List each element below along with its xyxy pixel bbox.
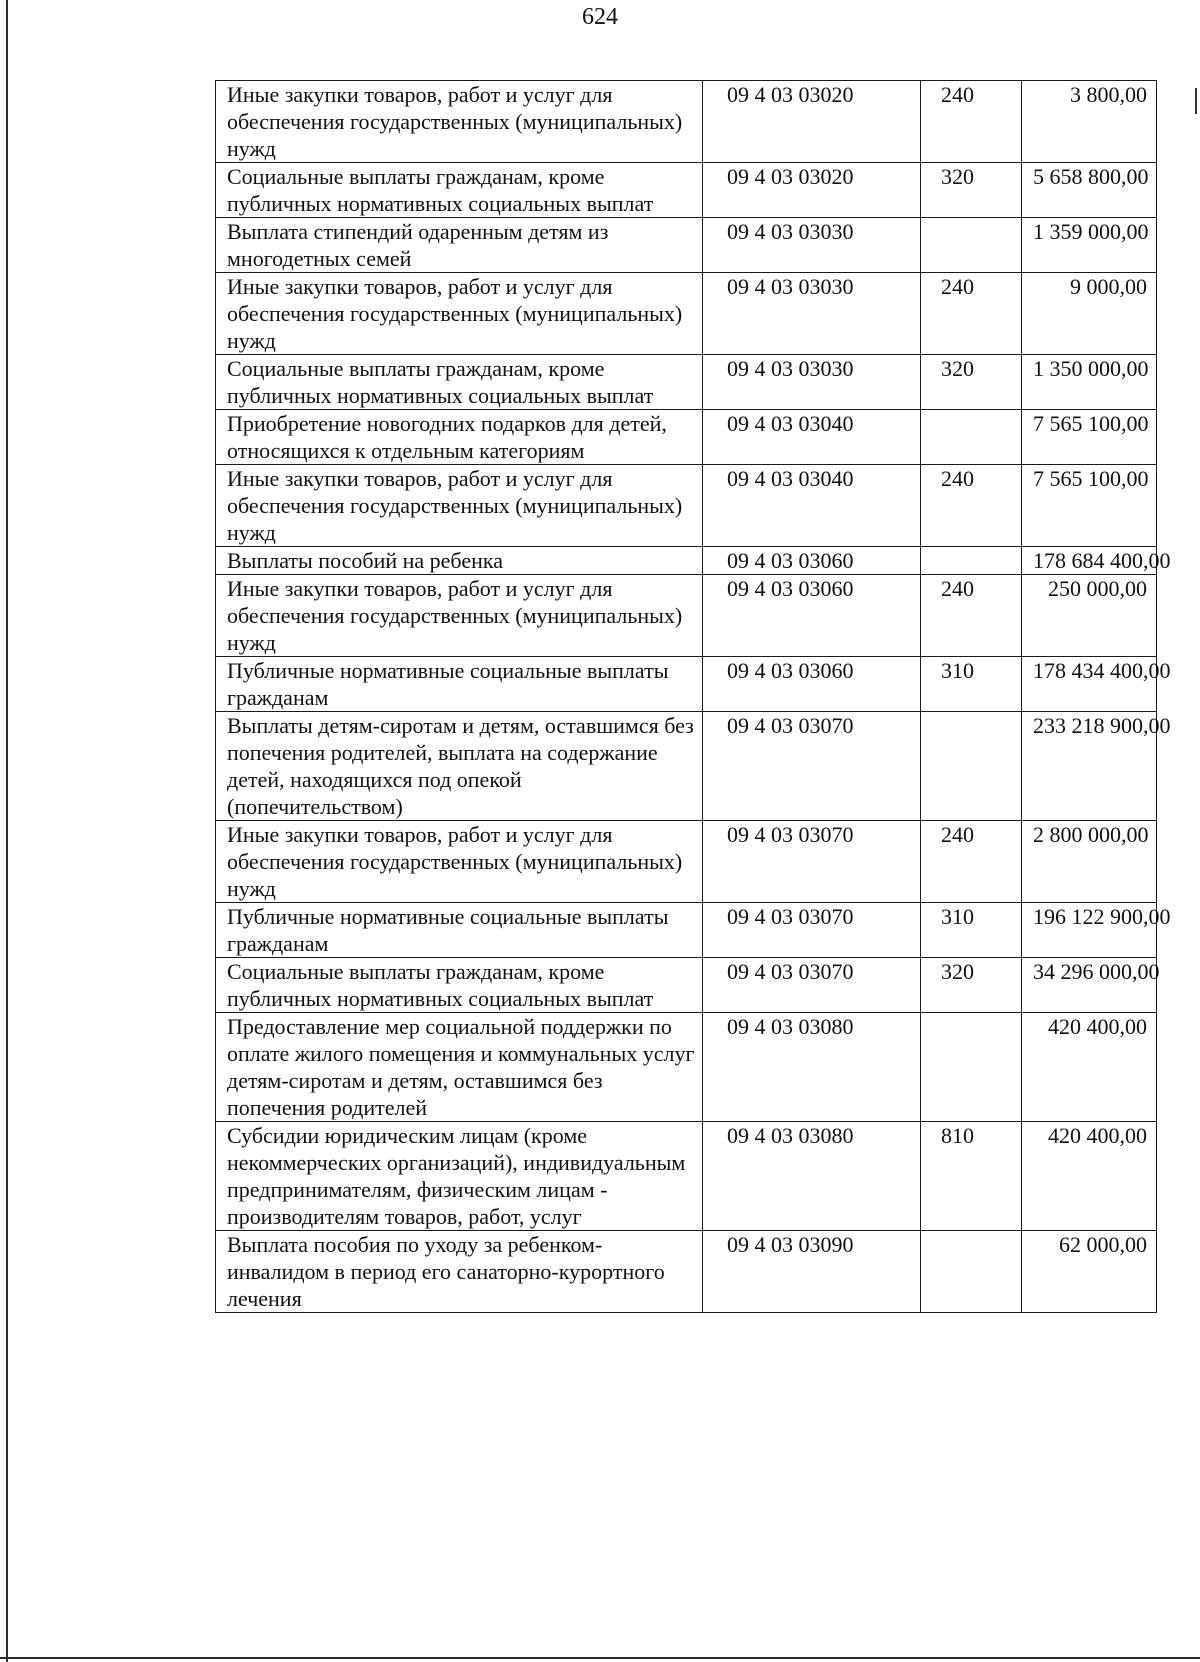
cell-name: Иные закупки товаров, работ и услуг для обеспечения государственных (муниципальных) нужд <box>216 81 703 163</box>
cell-sum: 2 800 000,00 <box>1022 821 1157 903</box>
cell-name: Иные закупки товаров, работ и услуг для обеспечения государственных (муниципальных) нужд <box>216 465 703 547</box>
cell-sum: 9 000,00 <box>1022 273 1157 355</box>
cell-sum: 1 359 000,00 <box>1022 218 1157 273</box>
cell-name: Выплата стипендий одаренным детям из многодетных семей <box>216 218 703 273</box>
cell-code: 09 4 03 03070 <box>703 712 921 821</box>
table-row <box>216 163 1157 218</box>
table-row <box>216 1013 1157 1122</box>
budget-table-body <box>216 81 1171 1313</box>
cell-code: 09 4 03 03090 <box>703 1231 921 1313</box>
cell-type: 240 <box>921 273 1022 355</box>
cell-sum: 3 800,00 <box>1022 81 1157 163</box>
cell-name: Приобретение новогодних подарков для детей, относящихся к отдельным категориям <box>216 410 703 465</box>
cell-type: 310 <box>921 903 1022 958</box>
cell-sum: 7 565 100,00 <box>1022 465 1157 547</box>
cell-name: Иные закупки товаров, работ и услуг для обеспечения государственных (муниципальных) нужд <box>216 273 703 355</box>
table-row <box>216 712 1157 821</box>
cell-code: 09 4 03 03080 <box>703 1013 921 1122</box>
table-row <box>216 355 1157 410</box>
cell-sum: 420 400,00 <box>1022 1122 1157 1231</box>
cell-type <box>921 218 1022 273</box>
table-row <box>216 575 1157 657</box>
cell-code: 09 4 03 03060 <box>703 575 921 657</box>
cell-name: Иные закупки товаров, работ и услуг для обеспечения государственных (муниципальных) нужд <box>216 575 703 657</box>
cell-sum: 233 218 900,00 <box>1022 712 1157 821</box>
table-row <box>216 657 1157 712</box>
cell-name: Выплаты пособий на ребенка <box>216 547 703 575</box>
cell-name: Субсидии юридическим лицам (кроме некоммерческих организаций), индивидуальным предпринимателям, физическим лицам - производителям товаров, работ, услуг <box>216 1122 703 1231</box>
cell-name: Предоставление мер социальной поддержки по оплате жилого помещения и коммунальных услуг детям-сиротам и детям, оставшимся без попечения родителей <box>216 1013 703 1122</box>
scan-mark-right <box>1195 88 1197 114</box>
table-row <box>216 1122 1157 1231</box>
cell-type: 310 <box>921 657 1022 712</box>
cell-type: 320 <box>921 163 1022 218</box>
cell-type <box>921 1013 1022 1122</box>
cell-code: 09 4 03 03040 <box>703 410 921 465</box>
cell-code: 09 4 03 03070 <box>703 903 921 958</box>
cell-name: Выплаты детям-сиротам и детям, оставшимся без попечения родителей, выплата на содержание детей, находящихся под опекой (попечительством) <box>216 712 703 821</box>
cell-name: Публичные нормативные социальные выплаты гражданам <box>216 903 703 958</box>
cell-type: 240 <box>921 81 1022 163</box>
cell-type: 320 <box>921 355 1022 410</box>
table-row <box>216 1231 1157 1313</box>
cell-sum: 196 122 900,00 <box>1022 903 1157 958</box>
cell-sum: 62 000,00 <box>1022 1231 1157 1313</box>
cell-code: 09 4 03 03080 <box>703 1122 921 1231</box>
cell-type: 320 <box>921 958 1022 1013</box>
cell-sum: 420 400,00 <box>1022 1013 1157 1122</box>
cell-code: 09 4 03 03040 <box>703 465 921 547</box>
cell-code: 09 4 03 03060 <box>703 547 921 575</box>
budget-table <box>215 80 1171 1313</box>
table-row <box>216 410 1157 465</box>
table-row <box>216 958 1157 1013</box>
table-row <box>216 821 1157 903</box>
cell-type <box>921 712 1022 821</box>
cell-sum: 34 296 000,00 <box>1022 958 1157 1013</box>
cell-sum: 178 684 400,00 <box>1022 547 1157 575</box>
page-number: 624 <box>582 4 618 30</box>
cell-name: Публичные нормативные социальные выплаты гражданам <box>216 657 703 712</box>
scan-edge-bottom <box>0 1657 1200 1659</box>
table-row <box>216 903 1157 958</box>
table-row <box>216 81 1157 163</box>
cell-code: 09 4 03 03030 <box>703 355 921 410</box>
table-row <box>216 273 1157 355</box>
cell-name: Выплата пособия по уходу за ребенком-инвалидом в период его санаторно-курортного лечения <box>216 1231 703 1313</box>
table-row <box>216 218 1157 273</box>
scan-edge-left <box>6 0 8 1662</box>
cell-sum: 1 350 000,00 <box>1022 355 1157 410</box>
cell-code: 09 4 03 03020 <box>703 81 921 163</box>
cell-sum: 250 000,00 <box>1022 575 1157 657</box>
table-row <box>216 465 1157 547</box>
cell-type: 810 <box>921 1122 1022 1231</box>
cell-type: 240 <box>921 575 1022 657</box>
cell-sum: 178 434 400,00 <box>1022 657 1157 712</box>
cell-code: 09 4 03 03070 <box>703 958 921 1013</box>
cell-type <box>921 547 1022 575</box>
cell-code: 09 4 03 03060 <box>703 657 921 712</box>
cell-type <box>921 1231 1022 1313</box>
cell-name: Социальные выплаты гражданам, кроме публичных нормативных социальных выплат <box>216 958 703 1013</box>
cell-code: 09 4 03 03070 <box>703 821 921 903</box>
cell-type: 240 <box>921 465 1022 547</box>
cell-code: 09 4 03 03030 <box>703 218 921 273</box>
cell-name: Социальные выплаты гражданам, кроме публичных нормативных социальных выплат <box>216 163 703 218</box>
cell-type <box>921 410 1022 465</box>
cell-name: Иные закупки товаров, работ и услуг для обеспечения государственных (муниципальных) нужд <box>216 821 703 903</box>
cell-sum: 7 565 100,00 <box>1022 410 1157 465</box>
cell-code: 09 4 03 03030 <box>703 273 921 355</box>
cell-code: 09 4 03 03020 <box>703 163 921 218</box>
table-row <box>216 547 1157 575</box>
cell-type: 240 <box>921 821 1022 903</box>
cell-name: Социальные выплаты гражданам, кроме публичных нормативных социальных выплат <box>216 355 703 410</box>
cell-sum: 5 658 800,00 <box>1022 163 1157 218</box>
